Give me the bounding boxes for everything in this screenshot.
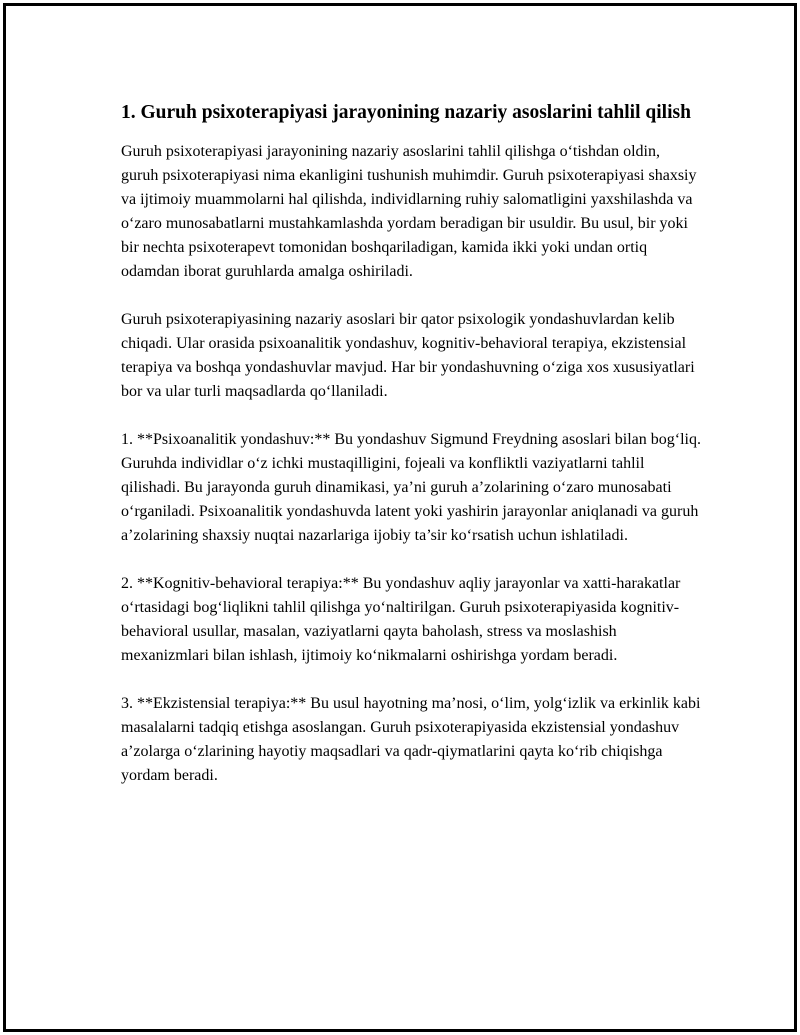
page-frame (3, 3, 797, 1032)
document-body (121, 99, 701, 812)
paragraph-theoretical-basis: Guruh psixoterapiyasining nazariy asoslari bir qator psixologik yondashuvlardan kelib chiqadi. Ular orasida psixoanalitik yondashuv, kognitiv-behavioral terapiya, ekzistensial terapiya va boshqa yondashuvlar mavjud. Har bir yondashuvning o‘ziga xos xususiyatlari bor va ular turli maqsadlarda qo‘llaniladi. (121, 311, 695, 400)
paragraph-intro: Guruh psixoterapiyasi jarayonining nazariy asoslarini tahlil qilishga o‘tishdan oldin, guruh psixoterapiyasi nima ekanligini tushunish muhimdir. Guruh psixoterapiyasi shaxsiy va ijtimoiy muammolarni hal qilishda, individlarning ruhiy salomatligini yaxshilashda va o‘zaro munosabatlarni mustahkamlashda yordam beradigan bir usuldir. Bu usul, bir yoki bir nechta psixoterapevt tomonidan boshqariladigan, kamida ikki yoki undan ortiq odamdan iborat guruhlarda amalga oshiriladi. (121, 143, 697, 280)
paragraph-psychoanalytic: 1. **Psixoanalitik yondashuv:** Bu yondashuv Sigmund Freydning asoslari bilan bog‘liq. Guruhda individlar o‘z ichki mustaqilligini, fojeali va konfliktli vaziyatlarni tahlil qilishadi. Bu jarayonda guruh dinamikasi, ya’ni guruh a’zolarining o‘zaro munosabati o‘rganiladi. Psixoanalitik yondashuvda latent yoki yashirin jarayonlar aniqlanadi va guruh a’zolarining shaxsiy nuqtai nazarlariga ijobiy ta’sir ko‘rsatish uchun ishlatiladi. (121, 431, 701, 544)
document-title: 1. Guruh psixoterapiyasi jarayonining nazariy asoslarini tahlil qilish (121, 102, 691, 123)
paragraph-existential: 3. **Ekzistensial terapiya:** Bu usul hayotning ma’nosi, o‘lim, yolg‘izlik va erkinlik kabi masalalarni tadqiq etishga asoslangan. Guruh psixoterapiyasida ekzistensial yondashuv a’zolarga o‘zlarining hayotiy maqsadlari va qadr-qiymatlarini qayta ko‘rib chiqishga yordam beradi. (121, 695, 701, 784)
paragraph-cognitive-behavioral: 2. **Kognitiv-behavioral terapiya:** Bu yondashuv aqliy jarayonlar va xatti-harakatlar o‘rtasidagi bog‘liqlikni tahlil qilishga yo‘naltirilgan. Guruh psixoterapiyasida kognitiv-behavioral usullar, masalan, vaziyatlarni qayta baholash, stress va moslashish mexanizmlari bilan ishlash, ijtimoiy ko‘nikmalarni oshirishga yordam beradi. (121, 575, 681, 664)
